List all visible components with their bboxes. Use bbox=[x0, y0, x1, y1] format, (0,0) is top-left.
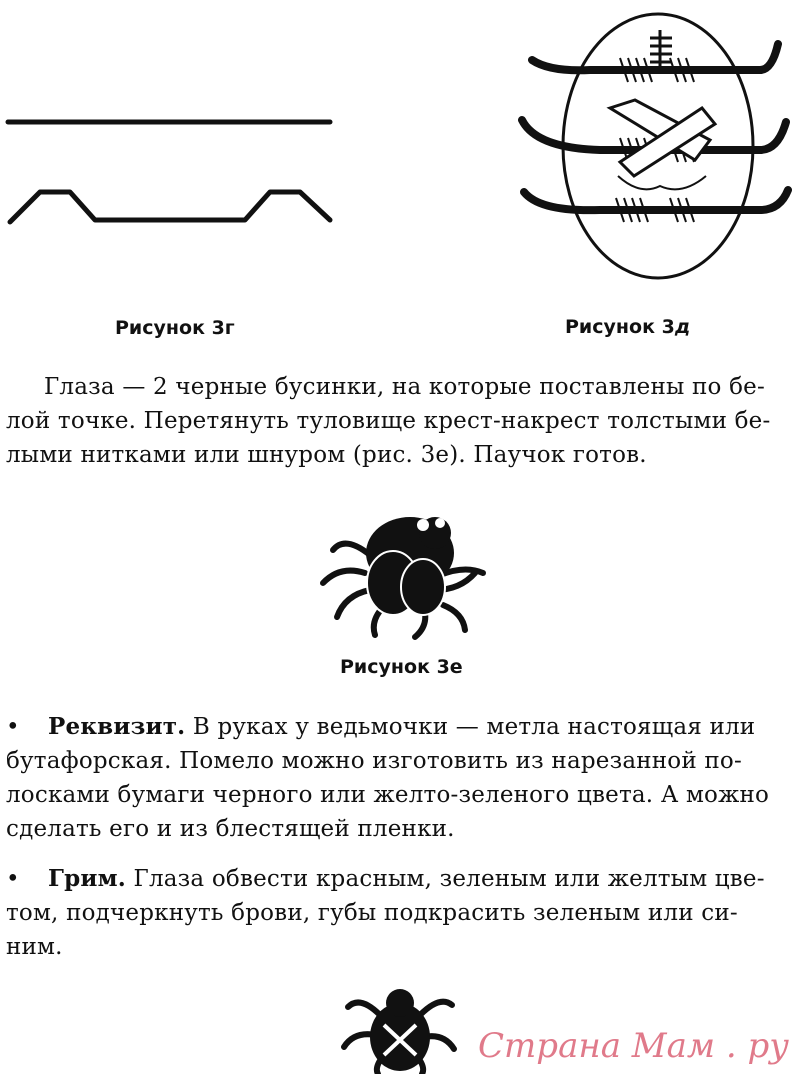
paragraph-line: В руках у ведьмочки — метла настоящая или bbox=[185, 714, 756, 740]
paragraph-line: лыми нитками или шнуром (рис. 3е). Паучок готов. bbox=[6, 442, 647, 468]
paragraph-line: Глаза — 2 черные бусинки, на которые поставлены по бе- bbox=[44, 374, 765, 400]
bullet-makeup bbox=[6, 862, 796, 964]
paragraph-line: сделать его и из блестящей пленки. bbox=[6, 816, 455, 842]
paragraph-line: Глаза обвести красным, зеленым или желтым цве- bbox=[126, 866, 765, 892]
paragraph-eyes bbox=[6, 370, 796, 472]
bottom-spider-drawing bbox=[340, 985, 460, 1074]
figure-3d-caption bbox=[565, 316, 690, 338]
bullet-props bbox=[6, 710, 796, 846]
paragraph-line: бутафорская. Помело можно изготовить из нарезанной по- bbox=[6, 748, 742, 774]
site-watermark: Страна Мам . ру bbox=[478, 1026, 789, 1066]
bullet-makeup-title: Грим. bbox=[48, 865, 127, 892]
figure-3e-caption: Рисунок 3е bbox=[340, 656, 463, 678]
figure-3d-drawing bbox=[510, 0, 801, 285]
figure-3e-spider-drawing bbox=[315, 495, 495, 640]
bullet-makeup-first-line bbox=[6, 862, 796, 896]
paragraph-line: лосками бумаги черного или желто-зеленого цвета. А можно bbox=[6, 782, 770, 808]
bullet-marker: • bbox=[6, 866, 20, 892]
bullet-marker: • bbox=[6, 714, 20, 740]
paragraph-line: лой точке. Перетянуть туловище крест-накрест толстыми бе- bbox=[6, 408, 771, 434]
figure-3d-caption-letter: д bbox=[674, 316, 691, 338]
bullet-props-first-line bbox=[6, 710, 796, 744]
figure-3g-drawing bbox=[0, 100, 340, 240]
paragraph-line: том, подчеркнуть брови, губы подкрасить зеленым или си- bbox=[6, 900, 738, 926]
bullet-props-title: Реквизит. bbox=[48, 713, 186, 740]
paragraph-line: ним. bbox=[6, 934, 63, 960]
figure-3g-caption: Рисунок 3г bbox=[115, 317, 235, 339]
figure-3d-caption-prefix: Рисунок 3 bbox=[565, 316, 675, 338]
